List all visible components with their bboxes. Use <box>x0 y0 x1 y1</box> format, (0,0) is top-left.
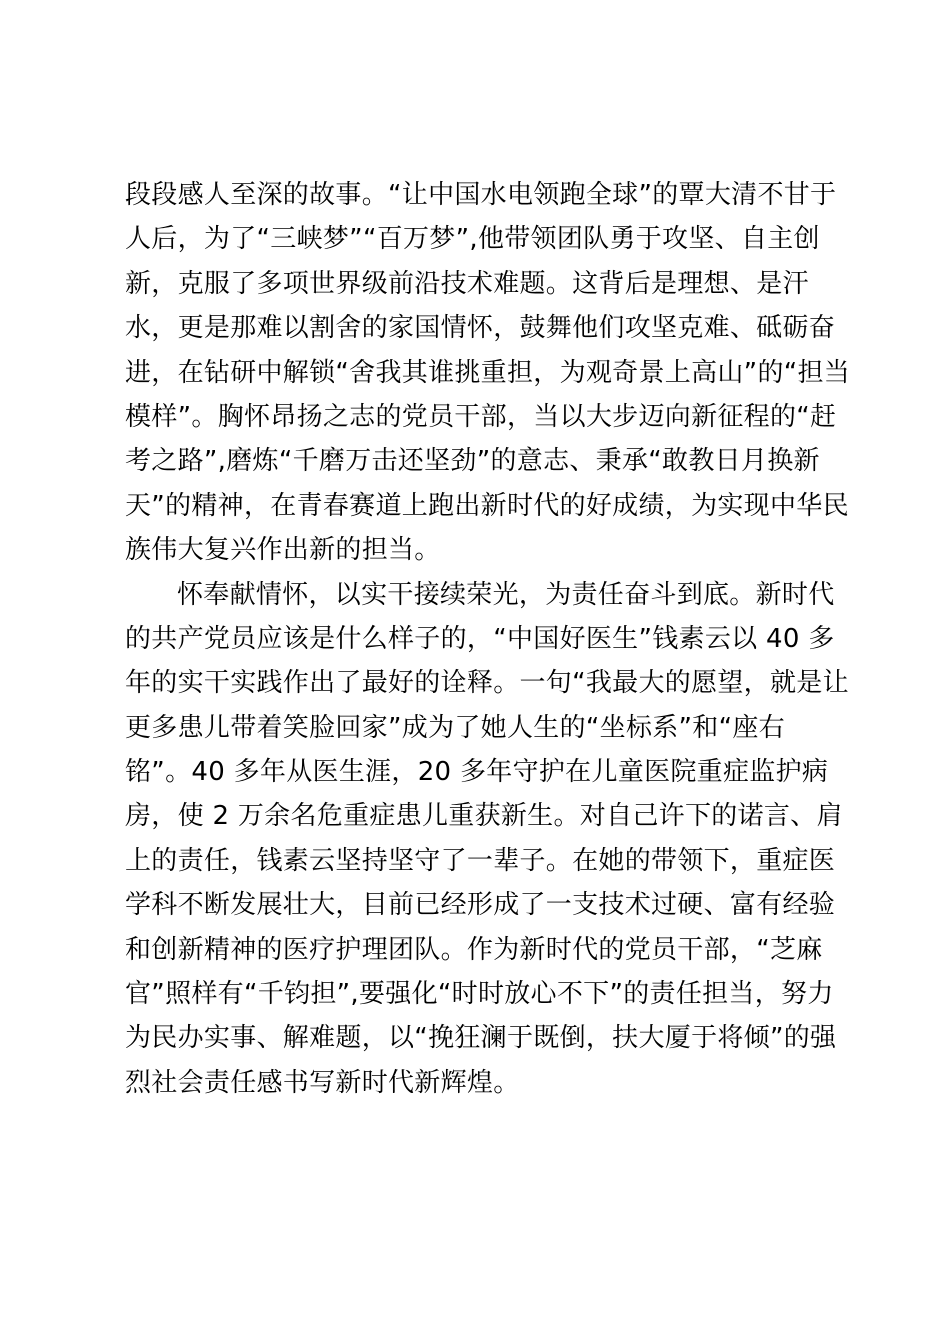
paragraph-2-line-3: 年的实干实践作出了最好的诠释。一句“我最大的愿望，就是让 <box>125 668 849 699</box>
paragraph-1-line-5: 进，在钻研中解锁“舍我其谁挑重担，为观奇景上高山”的“担当 <box>125 357 851 388</box>
paragraph-2-line-4: 更多患儿带着笑脸回家”成为了她人生的“坐标系”和“座右 <box>125 712 785 743</box>
paragraph-1-line-2: 人后，为了“三峡梦”“百万梦”,他带领团队勇于攻坚、自主创 <box>125 224 820 255</box>
paragraph-2-line-10: 官”照样有“千钧担”,要强化“时时放心不下”的责任担当，努力 <box>125 979 834 1010</box>
paragraph-2-line-1: 怀奉献情怀，以实干接续荣光，为责任奋斗到底。新时代 <box>177 579 835 610</box>
paragraph-2-line-12: 烈社会责任感书写新时代新辉煌。 <box>125 1067 520 1098</box>
paragraph-2-line-11: 为民办实事、解难题，以“挽狂澜于既倒，扶大厦于将倾”的强 <box>125 1023 837 1054</box>
paragraph-1-line-3: 新，克服了多项世界级前沿技术难题。这背后是理想、是汗 <box>125 268 809 299</box>
paragraph-1-line-6: 模样”。胸怀昂扬之志的党员干部，当以大步迈向新征程的“赶 <box>125 401 837 432</box>
paragraph-1-line-7: 考之路”,磨炼“千磨万击还坚劲”的意志、秉承“敢教日月换新 <box>125 446 820 477</box>
paragraph-2-line-6: 房，使 2 万余名危重症患儿重获新生。对自己许下的诺言、肩 <box>125 801 843 832</box>
paragraph-2-line-8: 学科不断发展壮大，目前已经形成了一支技术过硬、富有经验 <box>125 890 836 921</box>
paragraph-1-line-1: 段段感人至深的故事。“让中国水电领跑全球”的覃大清不甘于 <box>125 180 837 210</box>
paragraph-2-line-9: 和创新精神的医疗护理团队。作为新时代的党员干部，“芝麻 <box>125 934 823 965</box>
paragraph-2-line-2: 的共产党员应该是什么样子的，“中国好医生”钱素云以 40 多 <box>125 623 835 654</box>
paragraph-1-line-4: 水，更是那难以割舍的家国情怀，鼓舞他们攻坚克难、砥砺奋 <box>125 313 836 344</box>
paragraph-1-line-9: 族伟大复兴作出新的担当。 <box>125 535 441 566</box>
paragraph-1-line-8: 天”的精神，在青春赛道上跑出新时代的好成绩，为实现中华民 <box>125 490 849 521</box>
paragraph-2-line-5: 铭”。40 多年从医生涯，20 多年守护在儿童医院重症监护病 <box>125 757 829 788</box>
body-text <box>125 173 851 1105</box>
paragraph-2-line-7: 上的责任，钱素云坚持坚守了一辈子。在她的带领下，重症医 <box>125 845 836 876</box>
